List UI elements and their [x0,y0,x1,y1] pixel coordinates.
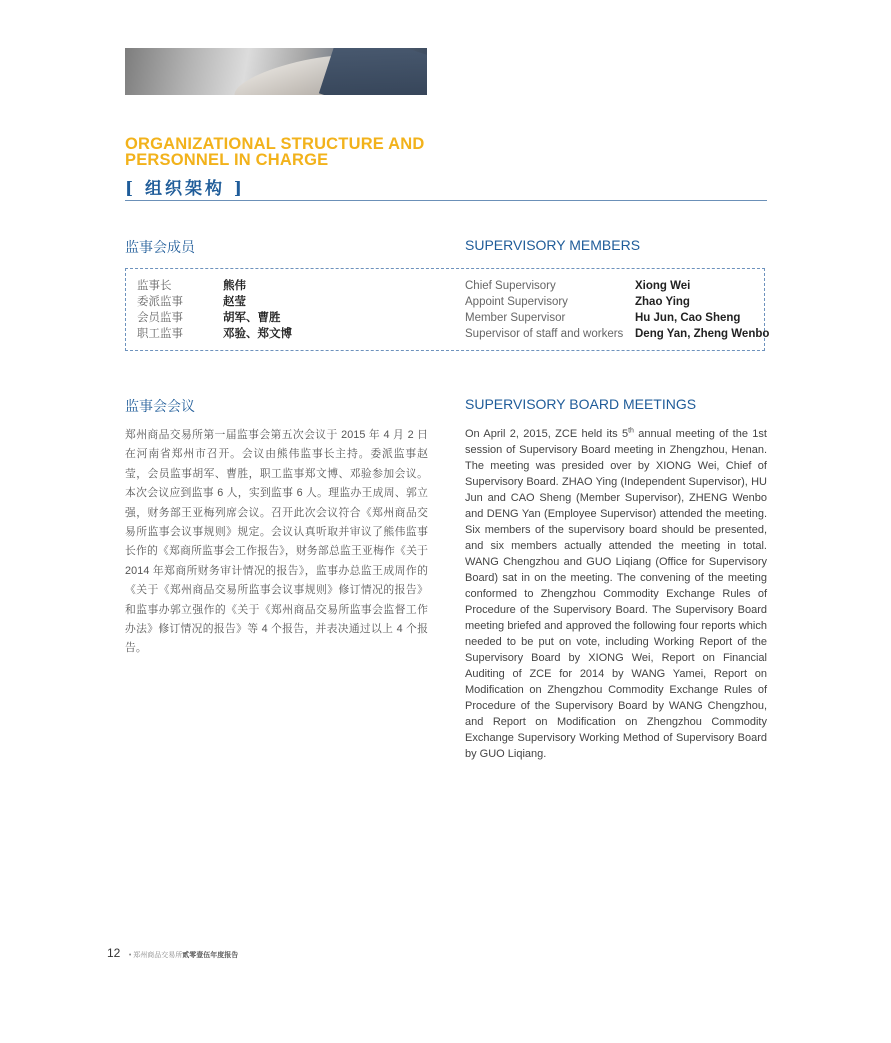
member-role-cn: 委派监事 [137,296,183,308]
meetings-heading-en: SUPERVISORY BOARD MEETINGS [465,396,697,412]
member-role-en: Appoint Supervisory [465,296,568,308]
meetings-body-cn: 郑州商品交易所第一届监事会第五次会议于 2015 年 4 月 2 日在河南省郑州市召开。会议由熊伟监事长主持。委派监事赵莹，会员监事胡军、曹胜，职工监事郑文博、邓验参加会议。本次会议应到监事 6 人，实到监事 6 人。理监办王成周、郭立强，财务部王亚梅列席会议。召开此次会议符合《郑州商品交易所监事会议事规则》规定。会议认真听取并审议了熊伟监事长作的《郑商所监事会工作报告》，财务部总监王亚梅作《关于 2014 年郑商所财务审计情况的报告》，监事办总监王成周作的《关于《郑州商品交易所监事会议事规则》修订情况的报告》和监事办郭立强作的《关于《郑州商品交易所监事会监督工作办法》修订情况的报告》等 4 个报告，并表决通过以上 4 个报告。 [125,429,428,655]
members-table [125,268,770,351]
photo-sleeve-shape [319,48,427,95]
title-divider [125,200,767,201]
member-name-cn: 胡军、曹胜 [223,312,281,324]
meetings-body-en-part1: On April 2, 2015, ZCE held its 5 [465,428,629,440]
member-name-en: Xiong Wei [635,280,691,292]
member-role-cn: 监事长 [137,280,172,292]
member-name-en: Zhao Ying [635,296,690,308]
member-role-cn: 会员监事 [137,312,183,324]
meetings-body-en [465,426,767,762]
member-name-cn: 邓验、郑文博 [223,328,292,340]
member-name-en: Hu Jun, Cao Sheng [635,312,741,324]
footer-prefix: • 郑州商品交易所 [128,952,183,959]
page-title-en: ORGANIZATIONAL STRUCTURE AND PERSONNEL IN CHARGE [125,135,425,169]
footer-report-name [129,952,238,959]
member-name-en: Deng Yan, Zheng Wenbo [635,328,770,340]
page-footer [107,944,238,962]
ordinal-suffix: th [628,427,634,435]
footer-bold-text: 贰零壹伍年度报告 [182,952,239,959]
members-heading-en: SUPERVISORY MEMBERS [465,237,641,253]
member-role-en: Member Supervisor [465,312,566,324]
member-role-cn: 职工监事 [137,328,183,340]
member-role-en: Supervisor of staff and workers [465,328,624,340]
member-name-cn: 赵莹 [223,296,246,308]
member-name-cn: 熊伟 [223,280,246,292]
page-number: 12 [107,946,121,960]
header-photo [125,48,427,95]
page-title-cn: [ 组织架构 ] [125,179,245,199]
meetings-heading-cn: 监事会会议 [125,398,195,414]
meetings-body-en-part2: annual meeting of the 1st session of Supervisory Board meeting in Zhengzhou, Henan. The meeting was presided over by XIONG Wei, Chief of Supervisory Board. ZHAO Ying (Independent Supervisor), HU Jun and CAO Sheng (Member Supervisor), ZHENG Wenbo and DENG Yan (Employee Supervisor) attended the meeting. Six members of the supervisory board should be presented, and six members actually attended the meeting in total. WANG Chengzhou and GUO Liqiang (Office for Supervisory Board) sat in on the meeting. The convening of the meeting conformed to Zhengzhou Commodity Exchange Rules of Procedure of the Supervisory Board. The Supervisory Board meeting briefed and approved the following four reports which needed to be put on vote, including Working Report of the Supervisory Board by XIONG Wei, Report on Financial Auditing of ZCE for 2014 by WANG Yamei, Report on Modification on Zhengzhou Commodity Exchange Rules of Procedure of the Supervisory Board by WANG Chengzhou, and Report on Modification on Zhengzhou Commodity Exchange Supervisory Working Method of Supervisory Board by GUO Liqiang. [465,428,767,760]
members-heading-cn: 监事会成员 [125,239,195,255]
member-role-en: Chief Supervisory [465,280,556,292]
